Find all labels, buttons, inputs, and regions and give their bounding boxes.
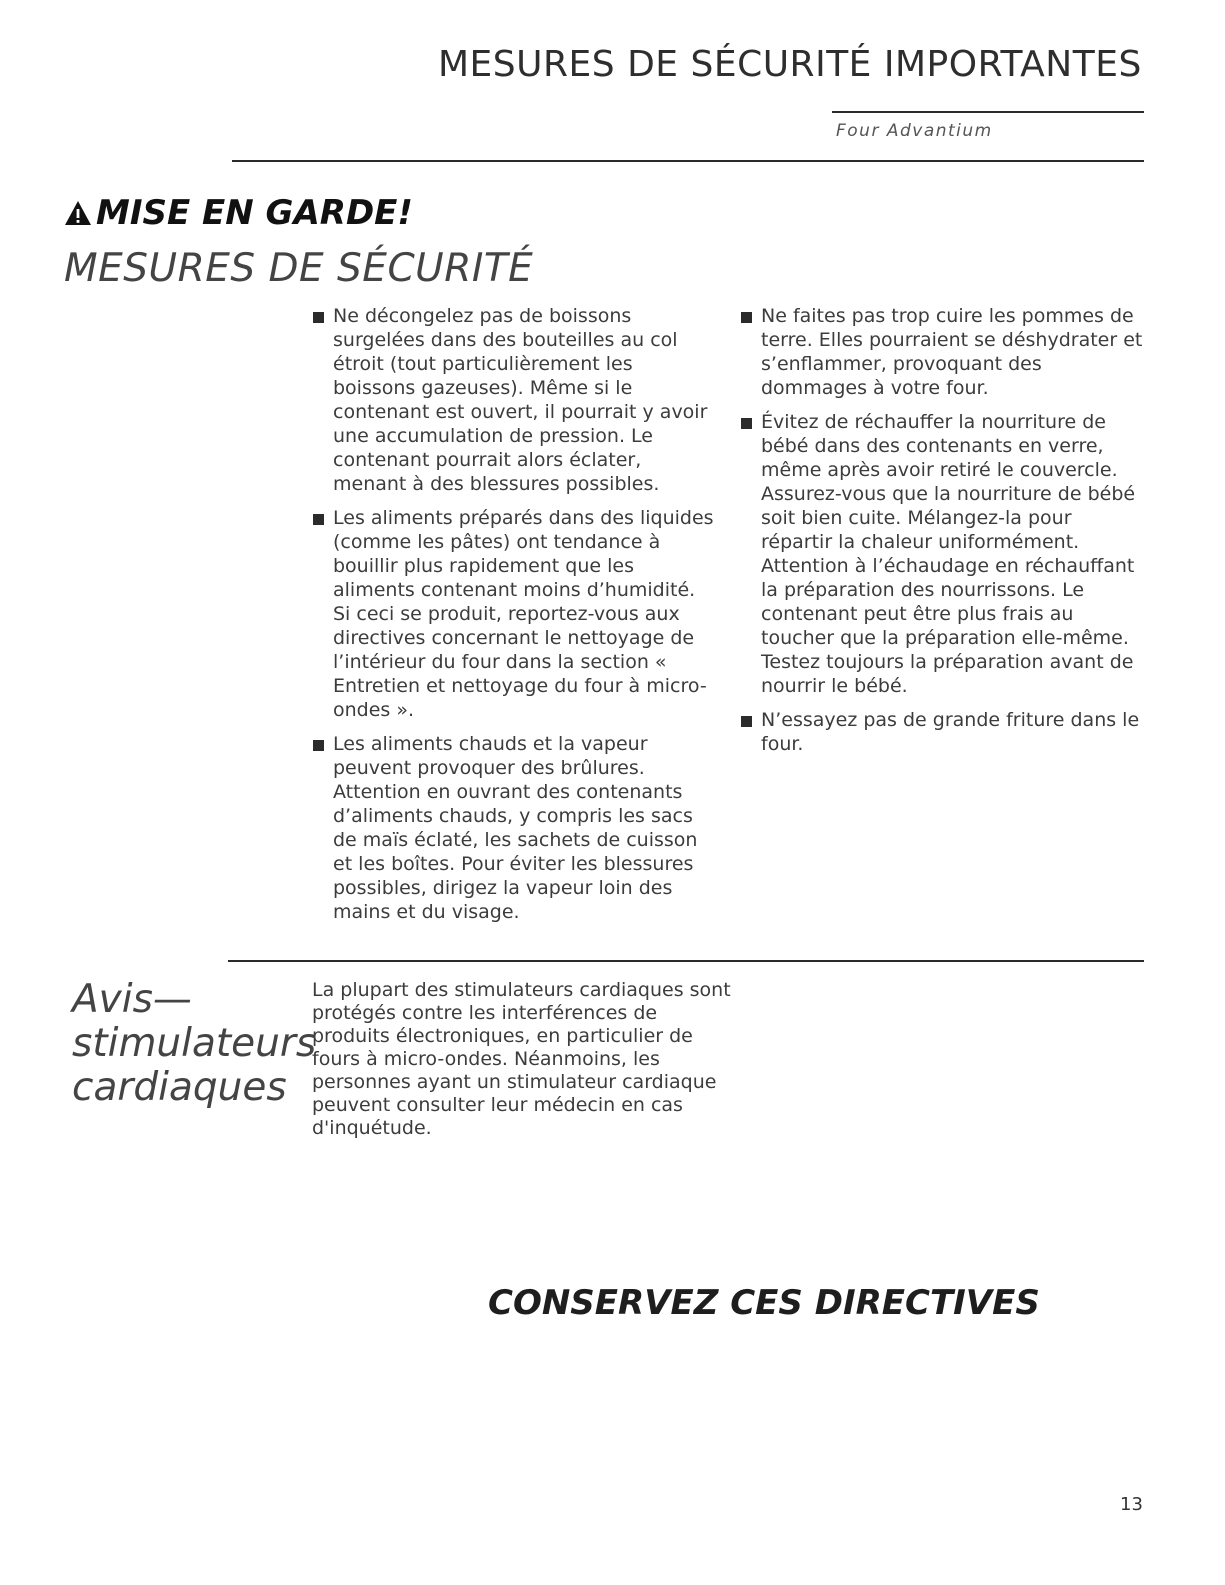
square-bullet-icon	[741, 418, 752, 429]
list-item	[312, 732, 716, 924]
list-item-text: Les aliments préparés dans des liquides (comme les pâtes) ont tendance à bouillir plus rapidement que les aliments contenant moins d’humidité. Si ceci se produit, reportez-vous aux directives concernant le nettoyage de l’intérieur du four dans la section « Entretien et nettoyage du four à micro-ondes ».	[333, 507, 714, 721]
save-instructions-title: CONSERVEZ CES DIRECTIVES	[488, 1283, 1040, 1323]
list-item-text: Ne faites pas trop cuire les pommes de terre. Elles pourraient se déshydrater et s’enflammer, provoquant des dommages à votre four.	[761, 305, 1143, 399]
square-bullet-icon	[741, 312, 752, 323]
list-item	[312, 506, 716, 722]
square-bullet-icon	[313, 740, 324, 751]
list-item	[740, 304, 1144, 400]
list-item-text: N’essayez pas de grande friture dans le four.	[761, 709, 1140, 755]
pacemaker-notice-body: La plupart des stimulateurs cardiaques sont protégés contre les interférences de produits électroniques, en particulier de fours à micro-ondes. Néanmoins, les personnes ayant un stimulateur cardiaque peuvent consulter leur médecin en cas d'inquétude.	[312, 979, 731, 1139]
list-item	[312, 304, 716, 496]
header-divider-long	[232, 160, 1144, 162]
list-item	[740, 708, 1144, 756]
list-item-text: Évitez de réchauffer la nourriture de bébé dans des contenants en verre, même après avoir retiré le couvercle. Assurez-vous que la nourriture de bébé soit bien cuite. Mélangez-la pour répartir la chaleur uniformément. Attention à l’échaudage en réchauffant la préparation des nourrissons. Le contenant peut être plus frais au toucher que la préparation elle-même. Testez toujours la préparation avant de nourrir le bébé.	[761, 411, 1136, 697]
warning-title: MISE EN GARDE!	[96, 193, 413, 233]
list-item-text: Ne décongelez pas de boissons surgelées dans des bouteilles au col étroit (tout particulièrement les boissons gazeuses). Même si le contenant est ouvert, il pourrait y avoir une accumulation de pression. Le contenant pourrait alors éclater, menant à des blessures possibles.	[333, 305, 708, 495]
warning-triangle-icon	[64, 200, 92, 226]
list-item-text: Les aliments chauds et la vapeur peuvent provoquer des brûlures. Attention en ouvrant des contenants d’aliments chauds, y compris les sacs de maïs éclaté, les sachets de cuisson et les boîtes. Pour éviter les blessures possibles, dirigez la vapeur loin des mains et du visage.	[333, 733, 698, 923]
section-divider	[228, 960, 1144, 962]
page-number: 13	[1120, 1494, 1143, 1515]
section-heading: MESURES DE SÉCURITÉ	[64, 246, 534, 291]
left-bullet-column	[312, 304, 716, 934]
header-divider-short	[832, 111, 1144, 113]
right-bullet-column	[740, 304, 1144, 766]
square-bullet-icon	[313, 312, 324, 323]
square-bullet-icon	[741, 716, 752, 727]
page-header-title: MESURES DE SÉCURITÉ IMPORTANTES	[438, 44, 1142, 85]
pacemaker-notice-heading: Avis— stimulateurs cardiaques	[72, 977, 317, 1110]
square-bullet-icon	[313, 514, 324, 525]
product-subtitle: Four Advantium	[836, 121, 993, 141]
list-item	[740, 410, 1144, 698]
warning-banner	[64, 193, 413, 233]
